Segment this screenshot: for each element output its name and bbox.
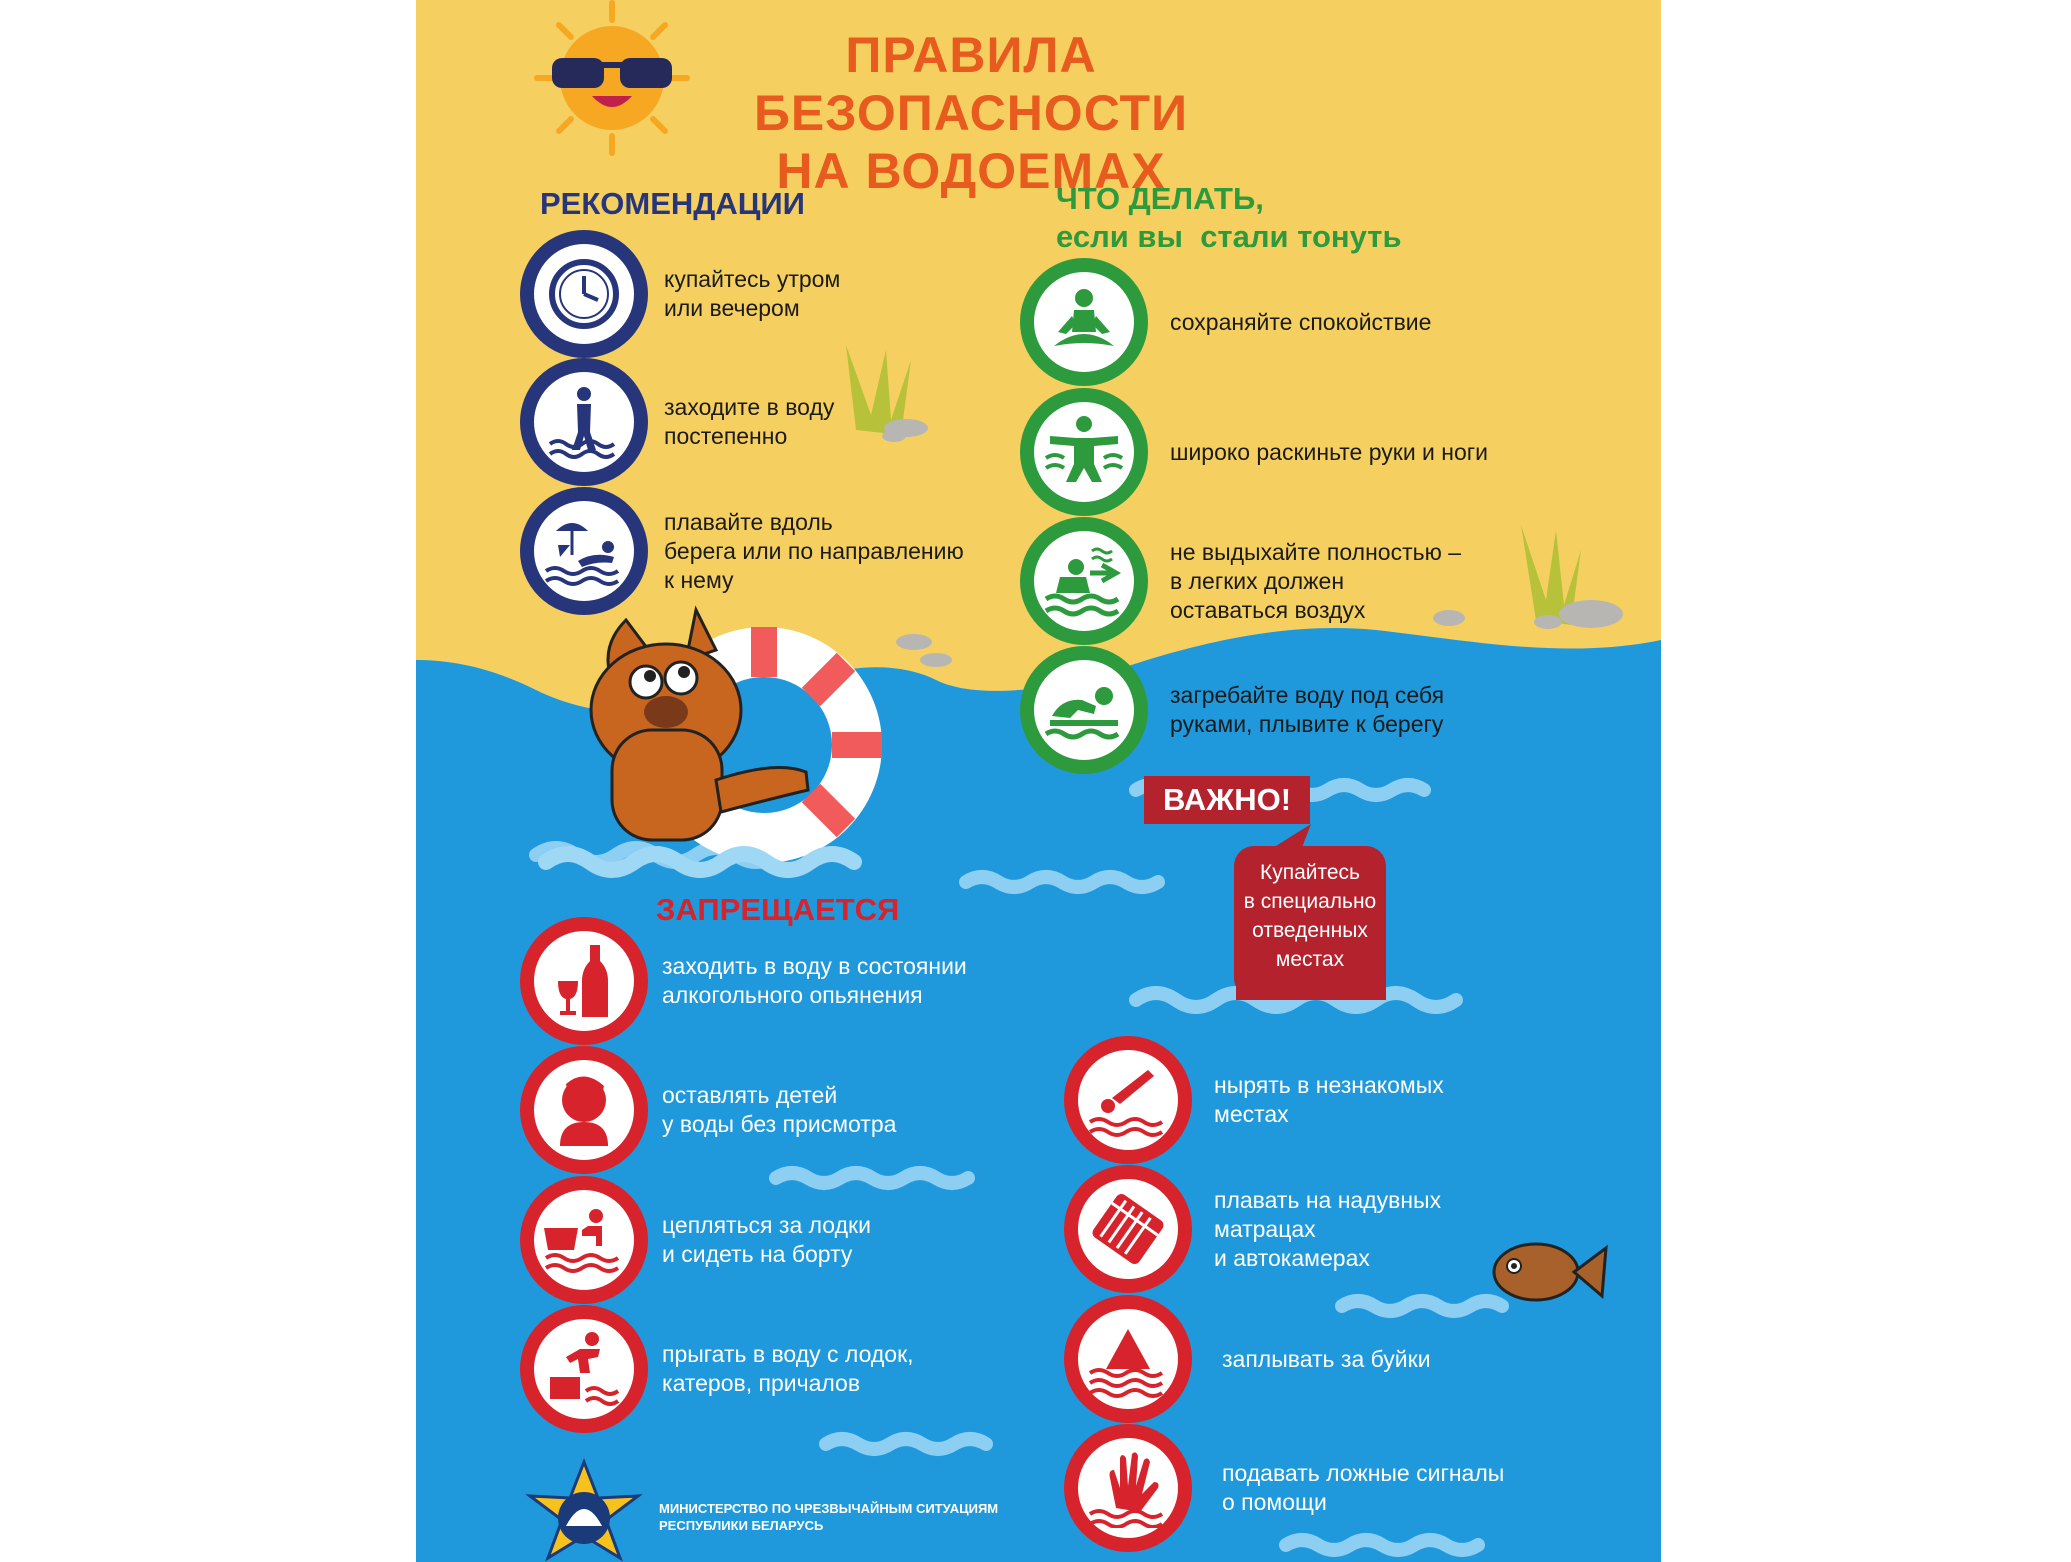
drowning-action-text: сохраняйте спокойствие	[1170, 308, 1432, 335]
recommendation-text: плавайте вдоль берега или по направлению к нему	[664, 508, 964, 593]
prohibited-text: нырять в незнакомых местах	[1214, 1072, 1444, 1127]
drowning-action-item	[1020, 646, 1444, 774]
recommendation-text: заходите в воду постепенно	[664, 394, 835, 449]
alcohol-bottle-icon	[520, 917, 648, 1045]
prohibited-text: плавать на надувных матрацах и автокамерах	[1214, 1186, 1442, 1271]
drowning-action-text: не выдыхайте полностью – в легких должен оставаться воздух	[1170, 538, 1462, 623]
buoy-icon	[1064, 1295, 1192, 1423]
diving-from-pier-icon	[520, 1305, 648, 1433]
drowning-action-text: загребайте воду под себя руками, плывите к берегу	[1170, 682, 1445, 737]
prohibited-item	[520, 917, 967, 1045]
important-badge: ВАЖНО!	[1144, 776, 1310, 824]
air-mattress-icon	[1064, 1165, 1192, 1293]
recommendation-item	[520, 358, 834, 486]
prohibited-item	[1064, 1424, 1504, 1552]
prohibited-text: заплывать за буйки	[1222, 1345, 1431, 1372]
page-title: ПРАВИЛА БЕЗОПАСНОСТИ НА ВОДОЕМАХ	[753, 27, 1189, 199]
clock-icon	[520, 230, 648, 358]
recommendations-heading: РЕКОМЕНДАЦИИ	[540, 186, 805, 221]
prohibited-text: прыгать в воду с лодок, катеров, причалов	[662, 1341, 914, 1396]
drowning-actions-heading-line2: если вы стали тонуть	[1056, 219, 1402, 254]
prohibited-item	[1064, 1165, 1441, 1293]
drowning-action-text: широко раскиньте руки и ноги	[1170, 438, 1489, 465]
swimmer-stroke-icon	[1020, 646, 1148, 774]
prohibited-text: цепляться за лодки и сидеть на борту	[662, 1212, 871, 1267]
prohibited-item	[520, 1176, 871, 1304]
prohibited-item	[520, 1046, 896, 1174]
prohibited-text: подавать ложные сигналы о помощи	[1222, 1460, 1505, 1515]
recommendation-text: купайтесь утром или вечером	[664, 266, 841, 321]
drowning-action-item	[1020, 388, 1488, 516]
swimmer-near-shore-icon	[520, 487, 648, 615]
person-entering-water-icon	[520, 358, 648, 486]
raised-hand-icon	[1064, 1424, 1192, 1552]
prohibited-item	[1064, 1036, 1444, 1164]
prohibited-item	[520, 1305, 914, 1433]
drowning-actions-heading-line1: ЧТО ДЕЛАТЬ,	[1056, 181, 1264, 216]
recommendation-item	[520, 487, 964, 615]
drowning-action-item	[1020, 258, 1431, 386]
diver-icon	[1064, 1036, 1192, 1164]
footer-org-name: МИНИСТЕРСТВО ПО ЧРЕЗВЫЧАЙНЫМ СИТУАЦИЯМ РЕСПУБЛИКИ БЕЛАРУСЬ	[659, 1501, 999, 1533]
prohibited-item	[1064, 1295, 1431, 1423]
important-note: Купайтесь в специально отведенных местах	[1234, 846, 1386, 998]
boat-side-icon	[520, 1176, 648, 1304]
prohibited-heading: ЗАПРЕЩАЕТСЯ	[656, 892, 900, 927]
prohibited-text: заходить в воду в состоянии алкогольного опьянения	[662, 953, 967, 1008]
prohibited-text: оставлять детей у воды без присмотра	[662, 1082, 897, 1137]
child-head-icon	[520, 1046, 648, 1174]
drowning-action-item	[1020, 517, 1461, 645]
spread-limbs-float-icon	[1020, 388, 1148, 516]
meditating-person-icon	[1020, 258, 1148, 386]
recommendation-item	[520, 230, 840, 358]
breath-hold-swimmer-icon	[1020, 517, 1148, 645]
poster	[416, 0, 1661, 1562]
